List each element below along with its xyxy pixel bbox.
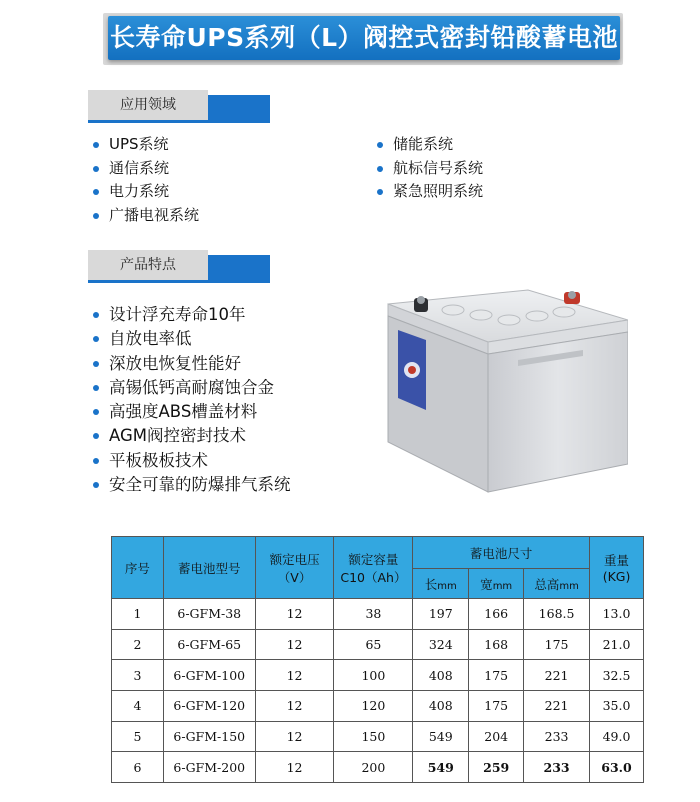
header-voltage — [255, 537, 334, 599]
list-item — [93, 204, 199, 228]
cell-voltage: 12 — [255, 752, 334, 783]
cell-weight: 32.5 — [590, 660, 644, 691]
header-weight-line2: (KG) — [602, 569, 631, 584]
cell-voltage: 12 — [255, 599, 334, 630]
bullet-icon — [93, 142, 99, 148]
section-header-label: 应用领域 — [88, 90, 208, 120]
header-no: 序号 — [112, 537, 164, 599]
list-item — [93, 376, 291, 400]
cell-no: 4 — [112, 691, 164, 722]
cell-capacity: 120 — [334, 691, 413, 722]
list-item — [93, 133, 199, 157]
list-item-text: 航标信号系统 — [393, 158, 484, 177]
list-item — [93, 424, 291, 448]
bullet-icon — [377, 189, 383, 195]
cell-voltage: 12 — [255, 691, 334, 722]
vent-cap-icon — [553, 307, 575, 317]
section-header-applications — [88, 90, 270, 124]
cell-weight: 35.0 — [590, 691, 644, 722]
list-item-text: 紧急照明系统 — [393, 182, 484, 200]
list-item — [377, 133, 483, 157]
cell-height: 175 — [524, 629, 590, 660]
list-item — [93, 180, 199, 204]
cell-capacity: 65 — [334, 629, 413, 660]
header-voltage-line2: （V） — [277, 569, 312, 585]
cell-no: 2 — [112, 629, 164, 660]
table-row — [112, 660, 644, 691]
page-title: 长寿命UPS系列（L）阀控式密封铅酸蓄电池 — [108, 16, 620, 60]
table-header-row — [112, 537, 644, 569]
battery-image — [378, 282, 628, 502]
list-item-text: 高锡低钙高耐腐蚀合金 — [109, 377, 274, 397]
bullet-icon — [377, 142, 383, 148]
cell-capacity: 150 — [334, 721, 413, 752]
list-item-text: AGM阀控密封技术 — [109, 426, 247, 446]
cell-length: 549 — [413, 752, 469, 783]
list-item — [93, 157, 199, 181]
cell-model: 6-GFM-38 — [163, 599, 255, 630]
terminal-bolt-icon — [417, 296, 425, 304]
cell-weight: 49.0 — [590, 721, 644, 752]
header-length-label: 长 — [424, 576, 438, 592]
list-item-text: 平板极板技术 — [109, 450, 208, 470]
cell-length: 408 — [413, 660, 469, 691]
list-item-text: UPS系统 — [109, 135, 169, 153]
list-item-text: 储能系统 — [393, 135, 454, 153]
cell-capacity: 38 — [334, 599, 413, 630]
list-item — [93, 352, 291, 376]
list-item — [93, 303, 291, 327]
cell-width: 168 — [469, 629, 524, 660]
bullet-icon — [93, 361, 99, 367]
unit-label: mm — [437, 580, 457, 592]
section-header-label: 产品特点 — [88, 250, 208, 280]
cell-voltage: 12 — [255, 660, 334, 691]
table-row — [112, 752, 644, 783]
cell-width: 204 — [469, 721, 524, 752]
cell-length: 408 — [413, 691, 469, 722]
list-item — [93, 327, 291, 351]
bullet-icon — [93, 166, 99, 172]
section-header-features — [88, 250, 270, 284]
unit-label: mm — [492, 580, 513, 592]
cell-length: 549 — [413, 721, 469, 752]
table-row — [112, 629, 644, 660]
cell-model: 6-GFM-200 — [163, 752, 255, 783]
bullet-icon — [93, 312, 99, 318]
cell-model: 6-GFM-120 — [163, 691, 255, 722]
battery-logo-center-icon — [408, 366, 416, 374]
header-width-label: 宽 — [480, 576, 493, 592]
cell-no: 5 — [112, 721, 164, 752]
vent-cap-icon — [470, 310, 492, 320]
list-item — [377, 157, 483, 181]
cell-width: 175 — [469, 691, 524, 722]
features-list — [93, 303, 291, 497]
cell-height: 221 — [524, 660, 590, 691]
header-model: 蓄电池型号 — [163, 537, 255, 599]
cell-length: 197 — [413, 599, 469, 630]
table-row — [112, 721, 644, 752]
cell-no: 6 — [112, 752, 164, 783]
vent-cap-icon — [526, 311, 548, 321]
cell-width: 259 — [469, 752, 524, 783]
bullet-icon — [93, 385, 99, 391]
list-item-text: 深放电恢复性能好 — [109, 353, 241, 373]
cell-weight: 63.0 — [590, 752, 644, 783]
header-length — [413, 569, 469, 599]
header-capacity-line2: C10（Ah） — [340, 569, 407, 585]
bullet-icon — [93, 482, 99, 488]
header-capacity-line1: 额定容量 — [348, 551, 399, 567]
bullet-icon — [93, 458, 99, 464]
cell-model: 6-GFM-150 — [163, 721, 255, 752]
list-item — [93, 400, 291, 424]
header-width — [469, 569, 524, 599]
cell-height: 233 — [524, 721, 590, 752]
header-height — [524, 569, 590, 599]
header-weight — [590, 537, 644, 599]
vent-cap-icon — [498, 315, 520, 325]
cell-voltage: 12 — [255, 629, 334, 660]
cell-weight: 13.0 — [590, 599, 644, 630]
cell-capacity: 100 — [334, 660, 413, 691]
applications-list-left — [93, 133, 199, 227]
bullet-icon — [93, 336, 99, 342]
header-dimensions: 蓄电池尺寸 — [413, 537, 590, 569]
bullet-icon — [377, 166, 383, 172]
list-item-text: 自放电率低 — [109, 329, 192, 349]
cell-weight: 21.0 — [590, 629, 644, 660]
list-item-text: 高强度ABS槽盖材料 — [109, 402, 258, 422]
cell-model: 6-GFM-100 — [163, 660, 255, 691]
bullet-icon — [93, 409, 99, 415]
unit-label: mm — [559, 580, 579, 592]
list-item — [93, 449, 291, 473]
cell-no: 3 — [112, 660, 164, 691]
list-item-text: 通信系统 — [109, 158, 170, 177]
bullet-icon — [93, 433, 99, 439]
cell-no: 1 — [112, 599, 164, 630]
bullet-icon — [93, 213, 99, 219]
list-item-text: 广播电视系统 — [109, 205, 200, 224]
cell-width: 175 — [469, 660, 524, 691]
header-weight-line1: 重量 — [604, 553, 630, 568]
list-item-text: 安全可靠的防爆排气系统 — [109, 475, 291, 495]
cell-capacity: 200 — [334, 752, 413, 783]
header-capacity — [334, 537, 413, 599]
vent-cap-icon — [442, 305, 464, 315]
bullet-icon — [93, 189, 99, 195]
list-item-text: 设计浮充寿命10年 — [109, 305, 246, 324]
cell-height: 168.5 — [524, 599, 590, 630]
cell-height: 221 — [524, 691, 590, 722]
terminal-bolt-icon — [568, 291, 576, 299]
list-item — [377, 180, 483, 204]
cell-height: 233 — [524, 752, 590, 783]
table-row — [112, 599, 644, 630]
cell-length: 324 — [413, 629, 469, 660]
table-row — [112, 691, 644, 722]
list-item — [93, 473, 291, 497]
list-item-text: 电力系统 — [109, 182, 170, 200]
spec-table — [111, 536, 644, 783]
header-height-label: 总高 — [534, 576, 560, 592]
header-voltage-line1: 额定电压 — [269, 551, 320, 567]
cell-width: 166 — [469, 599, 524, 630]
cell-model: 6-GFM-65 — [163, 629, 255, 660]
applications-list-right — [377, 133, 483, 204]
cell-voltage: 12 — [255, 721, 334, 752]
